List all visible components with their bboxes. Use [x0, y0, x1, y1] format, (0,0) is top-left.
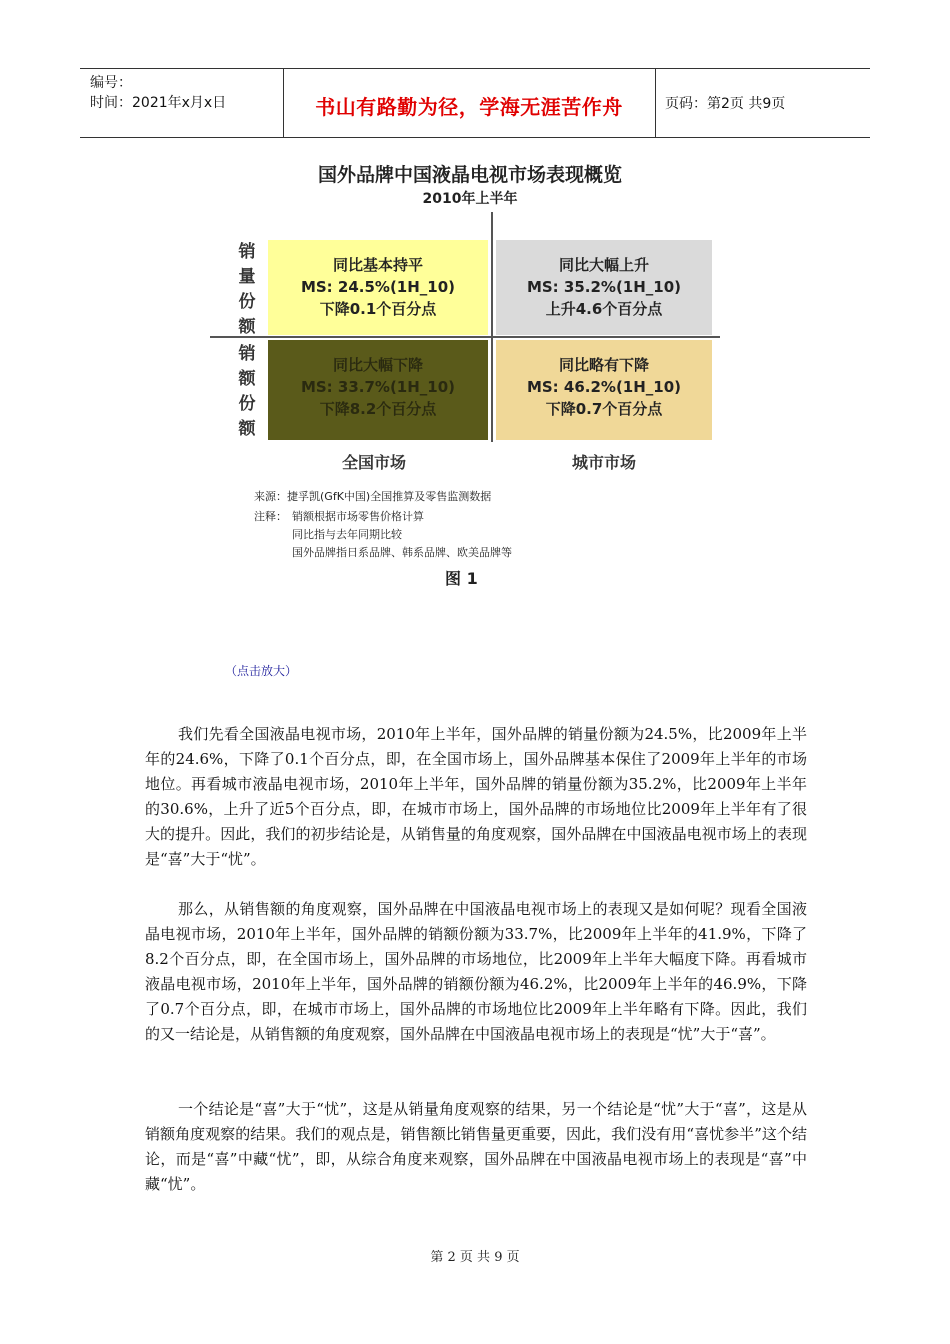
header-divider	[655, 69, 656, 137]
y-label-value	[232, 342, 262, 442]
figure-note-label: 注释：	[254, 510, 287, 523]
x-label-city: 城市市场	[572, 453, 637, 472]
y-label-char: 销	[238, 344, 256, 364]
x-label-national: 全国市场	[342, 453, 407, 472]
y-label-char: 销	[238, 242, 256, 262]
header-page-label: 页码：第2页 共9页	[665, 96, 786, 112]
quadrant-heading: 同比大幅下降	[332, 356, 423, 374]
quadrant-change: 下降0.7个百分点	[545, 400, 663, 418]
y-label-char: 份	[238, 394, 256, 414]
y-label-char: 额	[238, 317, 256, 337]
y-label-char: 量	[238, 267, 256, 287]
paragraph-1: 我们先看全国液晶电视市场，2010年上半年，国外品牌的销量份额为24.5%，比2009年上半年的24.6%，下降了0.1个百分点，即，在全国市场上，国外品牌基本保住了2009年上半年的市场地位。再看城市液晶电视市场，2010年上半年，国外品牌的销量份额为35.2%，比2009年上半年的30.6%，上升了近5个百分点，即，在城市市场上，国外品牌的市场地位比2009年上半年有了很大的提升。因此，我们的初步结论是，从销售量的角度观察，国外品牌在中国液晶电视市场上的表现是“喜”大于“忧”。	[145, 725, 807, 868]
quadrant-heading: 同比基本持平	[332, 256, 423, 274]
y-label-char: 额	[238, 419, 256, 439]
paragraph-3: 一个结论是“喜”大于“忧”，这是从销量角度观察的结果，另一个结论是“忧”大于“喜”，这是从销额角度观察的结果。我们的观点是，销售额比销售量更重要，因此，我们没有用“喜忧参半”这个结论，而是“喜”中藏“忧”，即，从综合角度来观察，国外品牌在中国液晶电视市场上的表现是“喜”中藏“忧”。	[145, 1100, 807, 1193]
quadrant-national-value	[268, 340, 488, 440]
page-footer: 第 2 页 共 9 页	[430, 1250, 520, 1265]
y-label-volume	[232, 240, 262, 340]
figure-notes	[292, 508, 512, 562]
quadrant-city-volume	[496, 240, 712, 335]
quadrant-city-value	[496, 340, 712, 440]
figure-title: 国外品牌中国液晶电视市场表现概览	[317, 164, 622, 186]
doc-number-label: 编号：	[90, 75, 132, 91]
quadrant-heading: 同比略有下降	[558, 356, 649, 374]
figure-number: 图 1	[445, 569, 478, 588]
enlarge-link[interactable]: （点击放大）	[225, 664, 298, 678]
quadrant-change: 下降0.1个百分点	[319, 300, 437, 318]
page-header	[80, 68, 870, 138]
quadrant-change: 上升4.6个百分点	[545, 300, 663, 318]
figure-note: 销额根据市场零售价格计算	[292, 510, 424, 523]
quadrant-share: MS: 24.5%(1H_10)	[300, 278, 456, 296]
header-meta	[90, 73, 226, 113]
figure-note: 同比指与去年同期比较	[292, 528, 402, 541]
header-motto: 书山有路勤为径，学海无涯苦作舟	[315, 95, 623, 119]
quadrant-share: MS: 46.2%(1H_10)	[526, 378, 682, 396]
figure-subtitle: 2010年上半年	[422, 191, 518, 207]
figure-source: 来源：捷孚凯(GfK中国)全国推算及零售监测数据	[254, 490, 492, 503]
quadrant-heading: 同比大幅上升	[558, 256, 649, 274]
y-label-char: 额	[238, 369, 256, 389]
y-label-char: 份	[238, 292, 256, 312]
paragraph-2: 那么，从销售额的角度观察，国外品牌在中国液晶电视市场上的表现又是如何呢？现看全国液晶电视市场，2010年上半年，国外品牌的销额份额为33.7%，比2009年上半年的41.9%，下降了8.2个百分点，即，在全国市场上，国外品牌的市场地位，比2009年上半年大幅度下降。再看城市液晶电视市场，2010年上半年，国外品牌的销额份额为46.2%，比2009年上半年的46.9%，下降了0.7个百分点，即，在城市市场上，国外品牌的市场地位比2009年上半年略有下降。因此，我们的又一结论是，从销售额的角度观察，国外品牌在中国液晶电视市场上的表现是“忧”大于“喜”。	[145, 900, 807, 1043]
quadrant-change: 下降8.2个百分点	[319, 400, 437, 418]
quadrant-share: MS: 33.7%(1H_10)	[300, 378, 456, 396]
figure-horizontal-divider	[210, 336, 720, 338]
quadrant-national-volume	[268, 240, 488, 335]
figure-vertical-divider	[491, 212, 493, 442]
doc-date-label: 时间：2021年x月x日	[90, 95, 227, 111]
figure-note: 国外品牌指日系品牌、韩系品牌、欧美品牌等	[292, 546, 512, 559]
quadrant-share: MS: 35.2%(1H_10)	[526, 278, 682, 296]
